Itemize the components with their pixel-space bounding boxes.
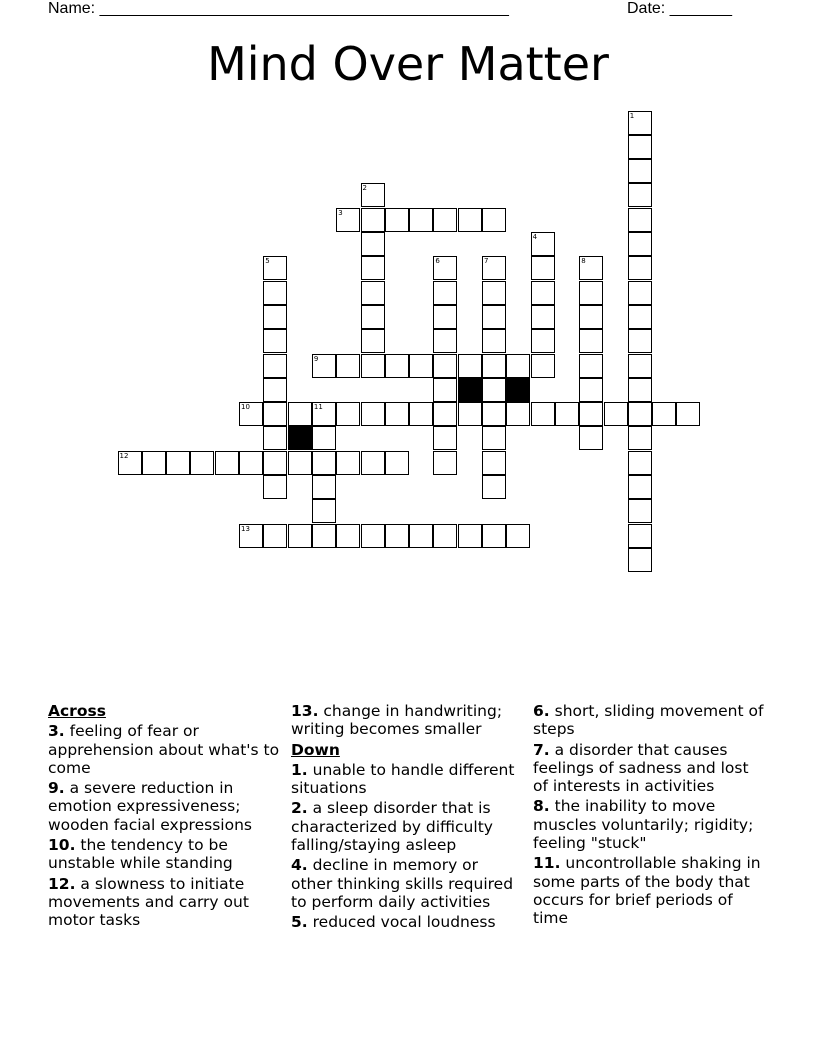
grid-cell[interactable] — [361, 402, 385, 426]
clue-down-1 — [291, 761, 523, 798]
grid-cell[interactable] — [190, 451, 214, 475]
clue-text: a disorder that causes feelings of sadness and lost of interests in activities — [533, 740, 749, 796]
grid-cell[interactable] — [433, 305, 457, 329]
clue-number: 2. — [291, 799, 308, 818]
grid-cell[interactable] — [628, 208, 652, 232]
cell-number: 7 — [484, 257, 489, 266]
grid-cell[interactable] — [604, 402, 628, 426]
grid-cell[interactable] — [531, 305, 555, 329]
grid-cell[interactable] — [433, 329, 457, 353]
grid-cell[interactable] — [409, 524, 433, 548]
clue-number: 9. — [48, 779, 65, 798]
cell-number: 10 — [241, 403, 250, 412]
grid-cell[interactable] — [433, 256, 457, 280]
grid-cell[interactable] — [263, 305, 287, 329]
grid-cell[interactable] — [628, 499, 652, 523]
grid-cell[interactable] — [312, 426, 336, 450]
across-heading: Across — [48, 702, 106, 720]
grid-cell[interactable] — [458, 208, 482, 232]
grid-cell[interactable] — [312, 451, 336, 475]
clue-across-12 — [48, 875, 280, 930]
grid-cell[interactable] — [385, 402, 409, 426]
grid-cell[interactable] — [579, 354, 603, 378]
grid-cell[interactable] — [482, 281, 506, 305]
grid-cell[interactable] — [263, 281, 287, 305]
grid-cell[interactable] — [458, 354, 482, 378]
clue-column-2 — [291, 702, 523, 934]
page-title: Mind Over Matter — [207, 37, 609, 91]
clue-down-5 — [291, 913, 523, 931]
clue-text: the tendency to be unstable while standing — [48, 836, 233, 873]
grid-cell[interactable] — [433, 354, 457, 378]
cell-number: 5 — [265, 257, 270, 266]
grid-cell[interactable] — [628, 183, 652, 207]
clue-number: 12. — [48, 874, 76, 893]
clue-down-4 — [291, 856, 523, 911]
clue-down-7 — [533, 741, 765, 796]
clue-text: decline in memory or other thinking skills required to perform daily activities — [291, 856, 514, 911]
grid-cell[interactable] — [215, 451, 239, 475]
grid-cell[interactable] — [482, 475, 506, 499]
grid-cell[interactable] — [531, 232, 555, 256]
grid-cell[interactable] — [579, 402, 603, 426]
grid-cell[interactable] — [482, 208, 506, 232]
grid-cell[interactable] — [628, 378, 652, 402]
grid-cell[interactable] — [531, 329, 555, 353]
grid-cell[interactable] — [579, 281, 603, 305]
grid-cell[interactable] — [263, 475, 287, 499]
grid-cell[interactable] — [628, 281, 652, 305]
clue-down-8 — [533, 797, 765, 852]
clue-text: uncontrollable shaking in some parts of the body that occurs for brief periods of time — [533, 854, 761, 928]
down-heading: Down — [291, 740, 340, 759]
clue-text: unable to handle different situations — [291, 760, 515, 798]
grid-cell[interactable] — [433, 426, 457, 450]
grid-cell[interactable] — [361, 305, 385, 329]
clue-number: 11. — [533, 854, 561, 873]
clue-across-13 — [291, 702, 523, 739]
grid-cell[interactable] — [482, 329, 506, 353]
grid-cell[interactable] — [628, 305, 652, 329]
grid-cell[interactable] — [409, 402, 433, 426]
grid-cell[interactable] — [239, 524, 263, 548]
grid-cell[interactable] — [628, 426, 652, 450]
grid-cell[interactable] — [482, 256, 506, 280]
grid-cell[interactable] — [458, 402, 482, 426]
grid-cell[interactable] — [482, 451, 506, 475]
date-field-label: Date: _______ — [627, 0, 732, 17]
grid-cell[interactable] — [531, 281, 555, 305]
grid-cell[interactable] — [336, 524, 360, 548]
grid-cell[interactable] — [531, 256, 555, 280]
clue-column-3 — [533, 702, 765, 930]
grid-cell[interactable] — [676, 402, 700, 426]
grid-cell[interactable] — [239, 451, 263, 475]
grid-cell[interactable] — [312, 354, 336, 378]
cell-number: 6 — [435, 257, 440, 266]
grid-cell[interactable] — [579, 256, 603, 280]
clue-number: 1. — [291, 760, 308, 779]
grid-cell[interactable] — [361, 208, 385, 232]
clue-down-6 — [533, 702, 765, 739]
grid-cell[interactable] — [506, 402, 530, 426]
clue-text: a slowness to initiate movements and carry out motor tasks — [48, 874, 249, 930]
grid-cell[interactable] — [482, 524, 506, 548]
cell-number: 13 — [241, 524, 250, 533]
grid-cell[interactable] — [263, 354, 287, 378]
clue-text: feeling of fear or apprehension about what's to come — [48, 722, 280, 777]
clue-text: short, sliding movement of steps — [533, 702, 764, 739]
grid-cell[interactable] — [263, 378, 287, 402]
clue-text: a sleep disorder that is characterized by difficulty falling/staying asleep — [291, 799, 493, 855]
clue-number: 10. — [48, 836, 76, 855]
grid-cell[interactable] — [361, 256, 385, 280]
grid-cell[interactable] — [385, 524, 409, 548]
grid-cell[interactable] — [288, 524, 312, 548]
grid-block — [288, 426, 312, 450]
grid-cell[interactable] — [166, 451, 190, 475]
grid-cell[interactable] — [409, 208, 433, 232]
grid-cell[interactable] — [652, 402, 676, 426]
clue-text: reduced vocal loudness — [312, 913, 496, 932]
clue-number: 5. — [291, 913, 308, 932]
grid-cell[interactable] — [628, 159, 652, 183]
grid-cell[interactable] — [628, 524, 652, 548]
grid-cell[interactable] — [385, 451, 409, 475]
grid-cell[interactable] — [628, 354, 652, 378]
grid-cell[interactable] — [482, 378, 506, 402]
grid-cell[interactable] — [628, 232, 652, 256]
grid-cell[interactable] — [239, 402, 263, 426]
grid-cell[interactable] — [482, 305, 506, 329]
grid-cell[interactable] — [336, 208, 360, 232]
cell-number: 1 — [629, 111, 635, 120]
clue-column-1 — [48, 702, 280, 932]
grid-cell[interactable] — [385, 208, 409, 232]
grid-cell[interactable] — [458, 524, 482, 548]
clue-number: 3. — [48, 722, 65, 741]
clue-text: a severe reduction in emotion expressiveness; wooden facial expressions — [48, 779, 252, 834]
grid-cell[interactable] — [118, 451, 142, 475]
grid-cell[interactable] — [482, 354, 506, 378]
grid-cell[interactable] — [579, 305, 603, 329]
grid-cell[interactable] — [263, 524, 287, 548]
grid-cell[interactable] — [361, 524, 385, 548]
clue-number: 8. — [533, 797, 550, 816]
grid-cell[interactable] — [385, 354, 409, 378]
grid-cell[interactable] — [628, 135, 652, 159]
grid-block — [458, 378, 482, 402]
cell-number: 11 — [313, 403, 323, 412]
clue-number: 6. — [533, 702, 550, 720]
cell-number: 9 — [313, 354, 319, 363]
grid-cell[interactable] — [336, 451, 360, 475]
grid-cell[interactable] — [312, 499, 336, 523]
grid-cell[interactable] — [482, 426, 506, 450]
grid-cell[interactable] — [336, 402, 360, 426]
grid-cell[interactable] — [433, 378, 457, 402]
grid-cell[interactable] — [263, 402, 287, 426]
grid-cell[interactable] — [263, 426, 287, 450]
grid-block — [506, 378, 530, 402]
grid-cell[interactable] — [628, 402, 652, 426]
clue-number: 4. — [291, 856, 308, 875]
grid-cell[interactable] — [361, 281, 385, 305]
cell-number: 12 — [119, 451, 129, 460]
grid-cell[interactable] — [579, 426, 603, 450]
cell-number: 3 — [338, 208, 343, 217]
grid-cell[interactable] — [433, 402, 457, 426]
grid-cell[interactable] — [336, 354, 360, 378]
clue-across-10 — [48, 836, 280, 873]
grid-cell[interactable] — [531, 354, 555, 378]
cell-number: 8 — [581, 257, 586, 266]
grid-cell[interactable] — [361, 329, 385, 353]
clue-text: change in handwriting; writing becomes smaller — [291, 702, 503, 739]
cell-number: 2 — [362, 184, 367, 193]
clue-number: 13. — [291, 702, 319, 720]
grid-cell[interactable] — [433, 281, 457, 305]
grid-cell[interactable] — [433, 208, 457, 232]
grid-cell[interactable] — [628, 451, 652, 475]
grid-cell[interactable] — [506, 524, 530, 548]
grid-cell[interactable] — [361, 451, 385, 475]
cell-number: 4 — [532, 233, 538, 241]
grid-cell[interactable] — [263, 329, 287, 353]
clue-down-11 — [533, 854, 765, 927]
grid-cell[interactable] — [263, 451, 287, 475]
clue-across-3 — [48, 722, 280, 777]
grid-cell[interactable] — [312, 402, 336, 426]
clue-across-9 — [48, 779, 280, 834]
grid-cell[interactable] — [628, 475, 652, 499]
grid-cell[interactable] — [579, 378, 603, 402]
grid-cell[interactable] — [142, 451, 166, 475]
grid-cell[interactable] — [506, 354, 530, 378]
grid-cell[interactable] — [433, 524, 457, 548]
grid-cell[interactable] — [628, 548, 652, 572]
grid-cell[interactable] — [263, 256, 287, 280]
grid-cell[interactable] — [579, 329, 603, 353]
grid-cell[interactable] — [433, 451, 457, 475]
grid-cell[interactable] — [361, 232, 385, 256]
clue-text: the inability to move muscles voluntarily; rigidity; feeling "stuck" — [533, 797, 754, 853]
grid-cell[interactable] — [628, 329, 652, 353]
grid-cell[interactable] — [288, 402, 312, 426]
grid-cell[interactable] — [312, 475, 336, 499]
grid-cell[interactable] — [361, 354, 385, 378]
name-field-label: Name: ______________________________________________ — [48, 0, 509, 17]
grid-cell[interactable] — [312, 524, 336, 548]
grid-cell[interactable] — [628, 111, 652, 135]
grid-cell[interactable] — [531, 402, 555, 426]
grid-cell[interactable] — [555, 402, 579, 426]
clue-number: 7. — [533, 740, 550, 759]
clue-down-2 — [291, 799, 523, 854]
grid-cell[interactable] — [482, 402, 506, 426]
grid-cell[interactable] — [409, 354, 433, 378]
grid-cell[interactable] — [361, 183, 385, 207]
grid-cell[interactable] — [288, 451, 312, 475]
grid-cell[interactable] — [628, 256, 652, 280]
